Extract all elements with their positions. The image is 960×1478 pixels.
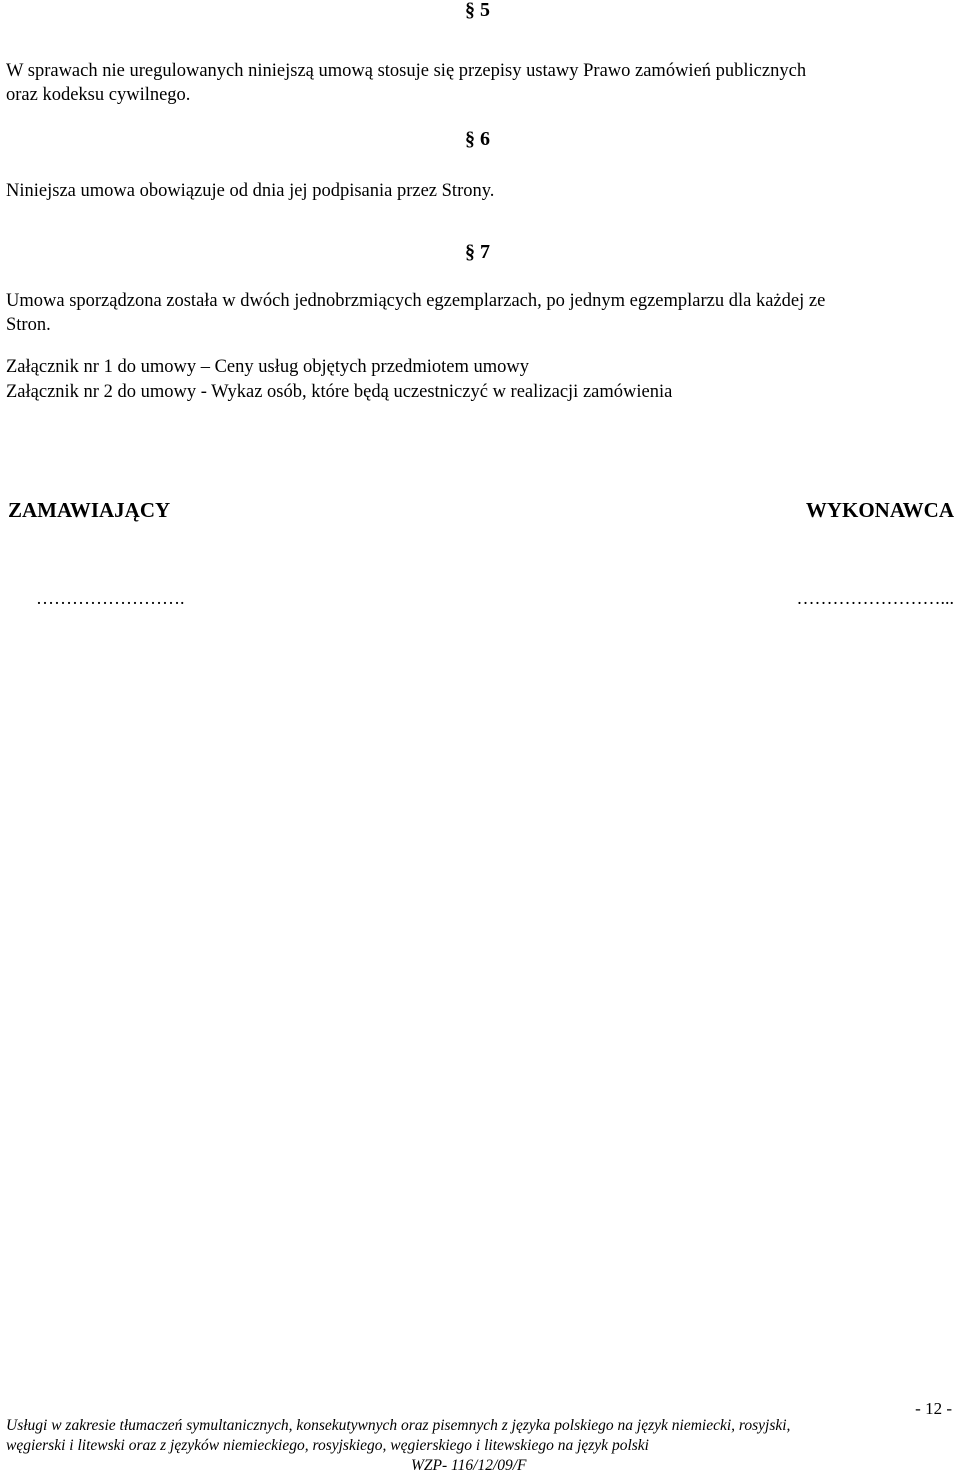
- section-7-text-line-2: Stron.: [6, 315, 51, 335]
- signature-contractor-title: WYKONAWCA: [805, 498, 954, 522]
- attachment-1: Załącznik nr 1 do umowy – Ceny usług objętych przedmiotem umowy: [6, 357, 530, 377]
- section-7-text-line-1: Umowa sporządzona została w dwóch jednobrzmiących egzemplarzach, po jednym egzemplarzu dla każdej ze: [6, 291, 826, 311]
- section-5-heading: § 5: [465, 0, 490, 21]
- section-5-text-line-2: oraz kodeksu cywilnego.: [6, 85, 191, 105]
- signature-client-line: …………………….: [36, 588, 185, 608]
- footer-line-2: węgierski i litewski oraz z języków niemieckiego, rosyjskiego, węgierskiego i litewskiego na język polski: [6, 1437, 649, 1454]
- signature-contractor-line: ……………………...: [796, 588, 954, 608]
- footer-document-code: WZP- 116/12/09/F: [411, 1457, 527, 1474]
- section-6-heading: § 6: [465, 128, 490, 150]
- page-number: - 12 -: [915, 1399, 952, 1418]
- signature-client-title: ZAMAWIAJĄCY: [8, 498, 171, 522]
- section-6-text-line-1: Niniejsza umowa obowiązuje od dnia jej podpisania przez Strony.: [6, 181, 495, 201]
- footer-line-1: Usługi w zakresie tłumaczeń symultanicznych, konsekutywnych oraz pisemnych z języka polskiego na język niemiecki, rosyjski,: [6, 1417, 791, 1434]
- section-5-text-line-1: W sprawach nie uregulowanych niniejszą umową stosuje się przepisy ustawy Prawo zamówień publicznych: [6, 61, 807, 81]
- attachment-2: Załącznik nr 2 do umowy - Wykaz osób, które będą uczestniczyć w realizacji zamówienia: [6, 382, 673, 402]
- section-7-heading: § 7: [465, 241, 490, 263]
